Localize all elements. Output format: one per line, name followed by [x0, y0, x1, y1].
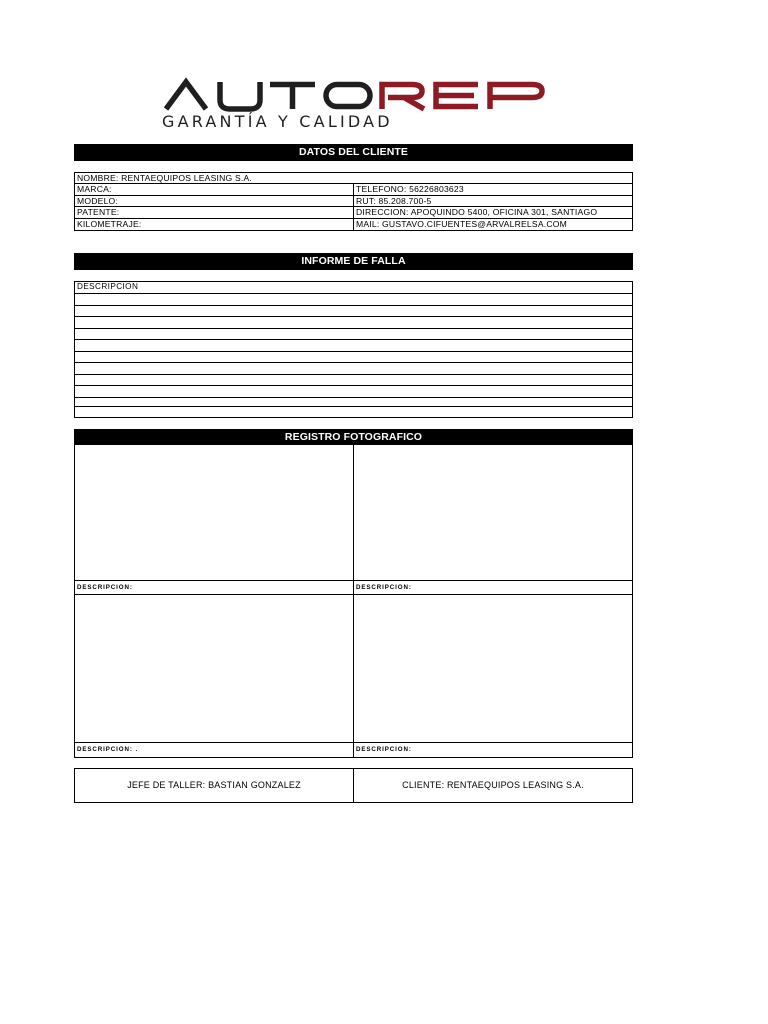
client-signature: CLIENTE: RENTAEQUIPOS LEASING S.A. [402, 780, 584, 790]
client-marca: MARCA: [75, 184, 354, 194]
failure-description-box[interactable] [74, 281, 633, 418]
photo-slot-top-right[interactable] [354, 445, 632, 580]
falla-line [75, 305, 632, 306]
client-data-table [74, 172, 633, 231]
photo-grid-line [75, 580, 632, 581]
photo-desc-bottom-right: DESCRIPCION: [356, 746, 412, 753]
falla-line [75, 385, 632, 386]
photo-desc-bottom-left: DESCRIPCION: . [77, 746, 139, 753]
logo-graphic [160, 76, 550, 132]
photo-section-header: REGISTRO FOTOGRAFICO [74, 429, 633, 445]
photo-grid-line [75, 742, 632, 743]
client-modelo: MODELO: [75, 196, 354, 206]
falla-line [75, 362, 632, 363]
falla-line [75, 406, 632, 407]
falla-line [75, 316, 632, 317]
client-telefono: TELEFONO: 56226803623 [356, 184, 464, 195]
client-row-marca [75, 184, 632, 195]
signature-box [74, 768, 633, 803]
falla-line [75, 351, 632, 352]
failure-description-label: DESCRIPCION [77, 282, 139, 291]
falla-line [75, 374, 632, 375]
client-row-modelo [75, 196, 632, 207]
client-row-patente [75, 207, 632, 218]
client-section-header: DATOS DEL CLIENTE [74, 144, 633, 161]
photo-slot-bottom-right[interactable] [354, 595, 632, 742]
logo-wordmark [166, 82, 542, 109]
client-row-nombre [75, 173, 632, 184]
logo-tagline: GARANTÍA Y CALIDAD [162, 112, 393, 131]
workshop-chief-signature: JEFE DE TALLER: BASTIAN GONZALEZ [127, 780, 301, 790]
photo-slot-bottom-left[interactable] [75, 595, 353, 742]
falla-line [75, 293, 632, 294]
falla-line [75, 397, 632, 398]
client-name: NOMBRE: RENTAEQUIPOS LEASING S.A. [77, 173, 253, 183]
photo-slot-top-left[interactable] [75, 445, 353, 580]
autorep-logo [160, 76, 550, 132]
client-rut: RUT: 85.208.700-5 [356, 195, 432, 206]
photo-record-grid [74, 444, 633, 758]
failure-section-header: INFORME DE FALLA [74, 253, 633, 270]
photo-desc-top-right: DESCRIPCION: [356, 584, 412, 591]
client-kilometraje: KILOMETRAJE: [75, 219, 354, 230]
client-direccion: DIRECCION: APOQUINDO 5400, OFICINA 301, SANTIAGO [356, 207, 598, 218]
client-mail: MAIL: GUSTAVO.CIFUENTES@ARVALRELSA.COM [356, 218, 567, 229]
client-patente: PATENTE: [75, 207, 354, 217]
client-row-kilometraje [75, 219, 632, 230]
falla-line [75, 339, 632, 340]
photo-desc-top-left: DESCRIPCION: [77, 584, 133, 591]
falla-line [75, 328, 632, 329]
